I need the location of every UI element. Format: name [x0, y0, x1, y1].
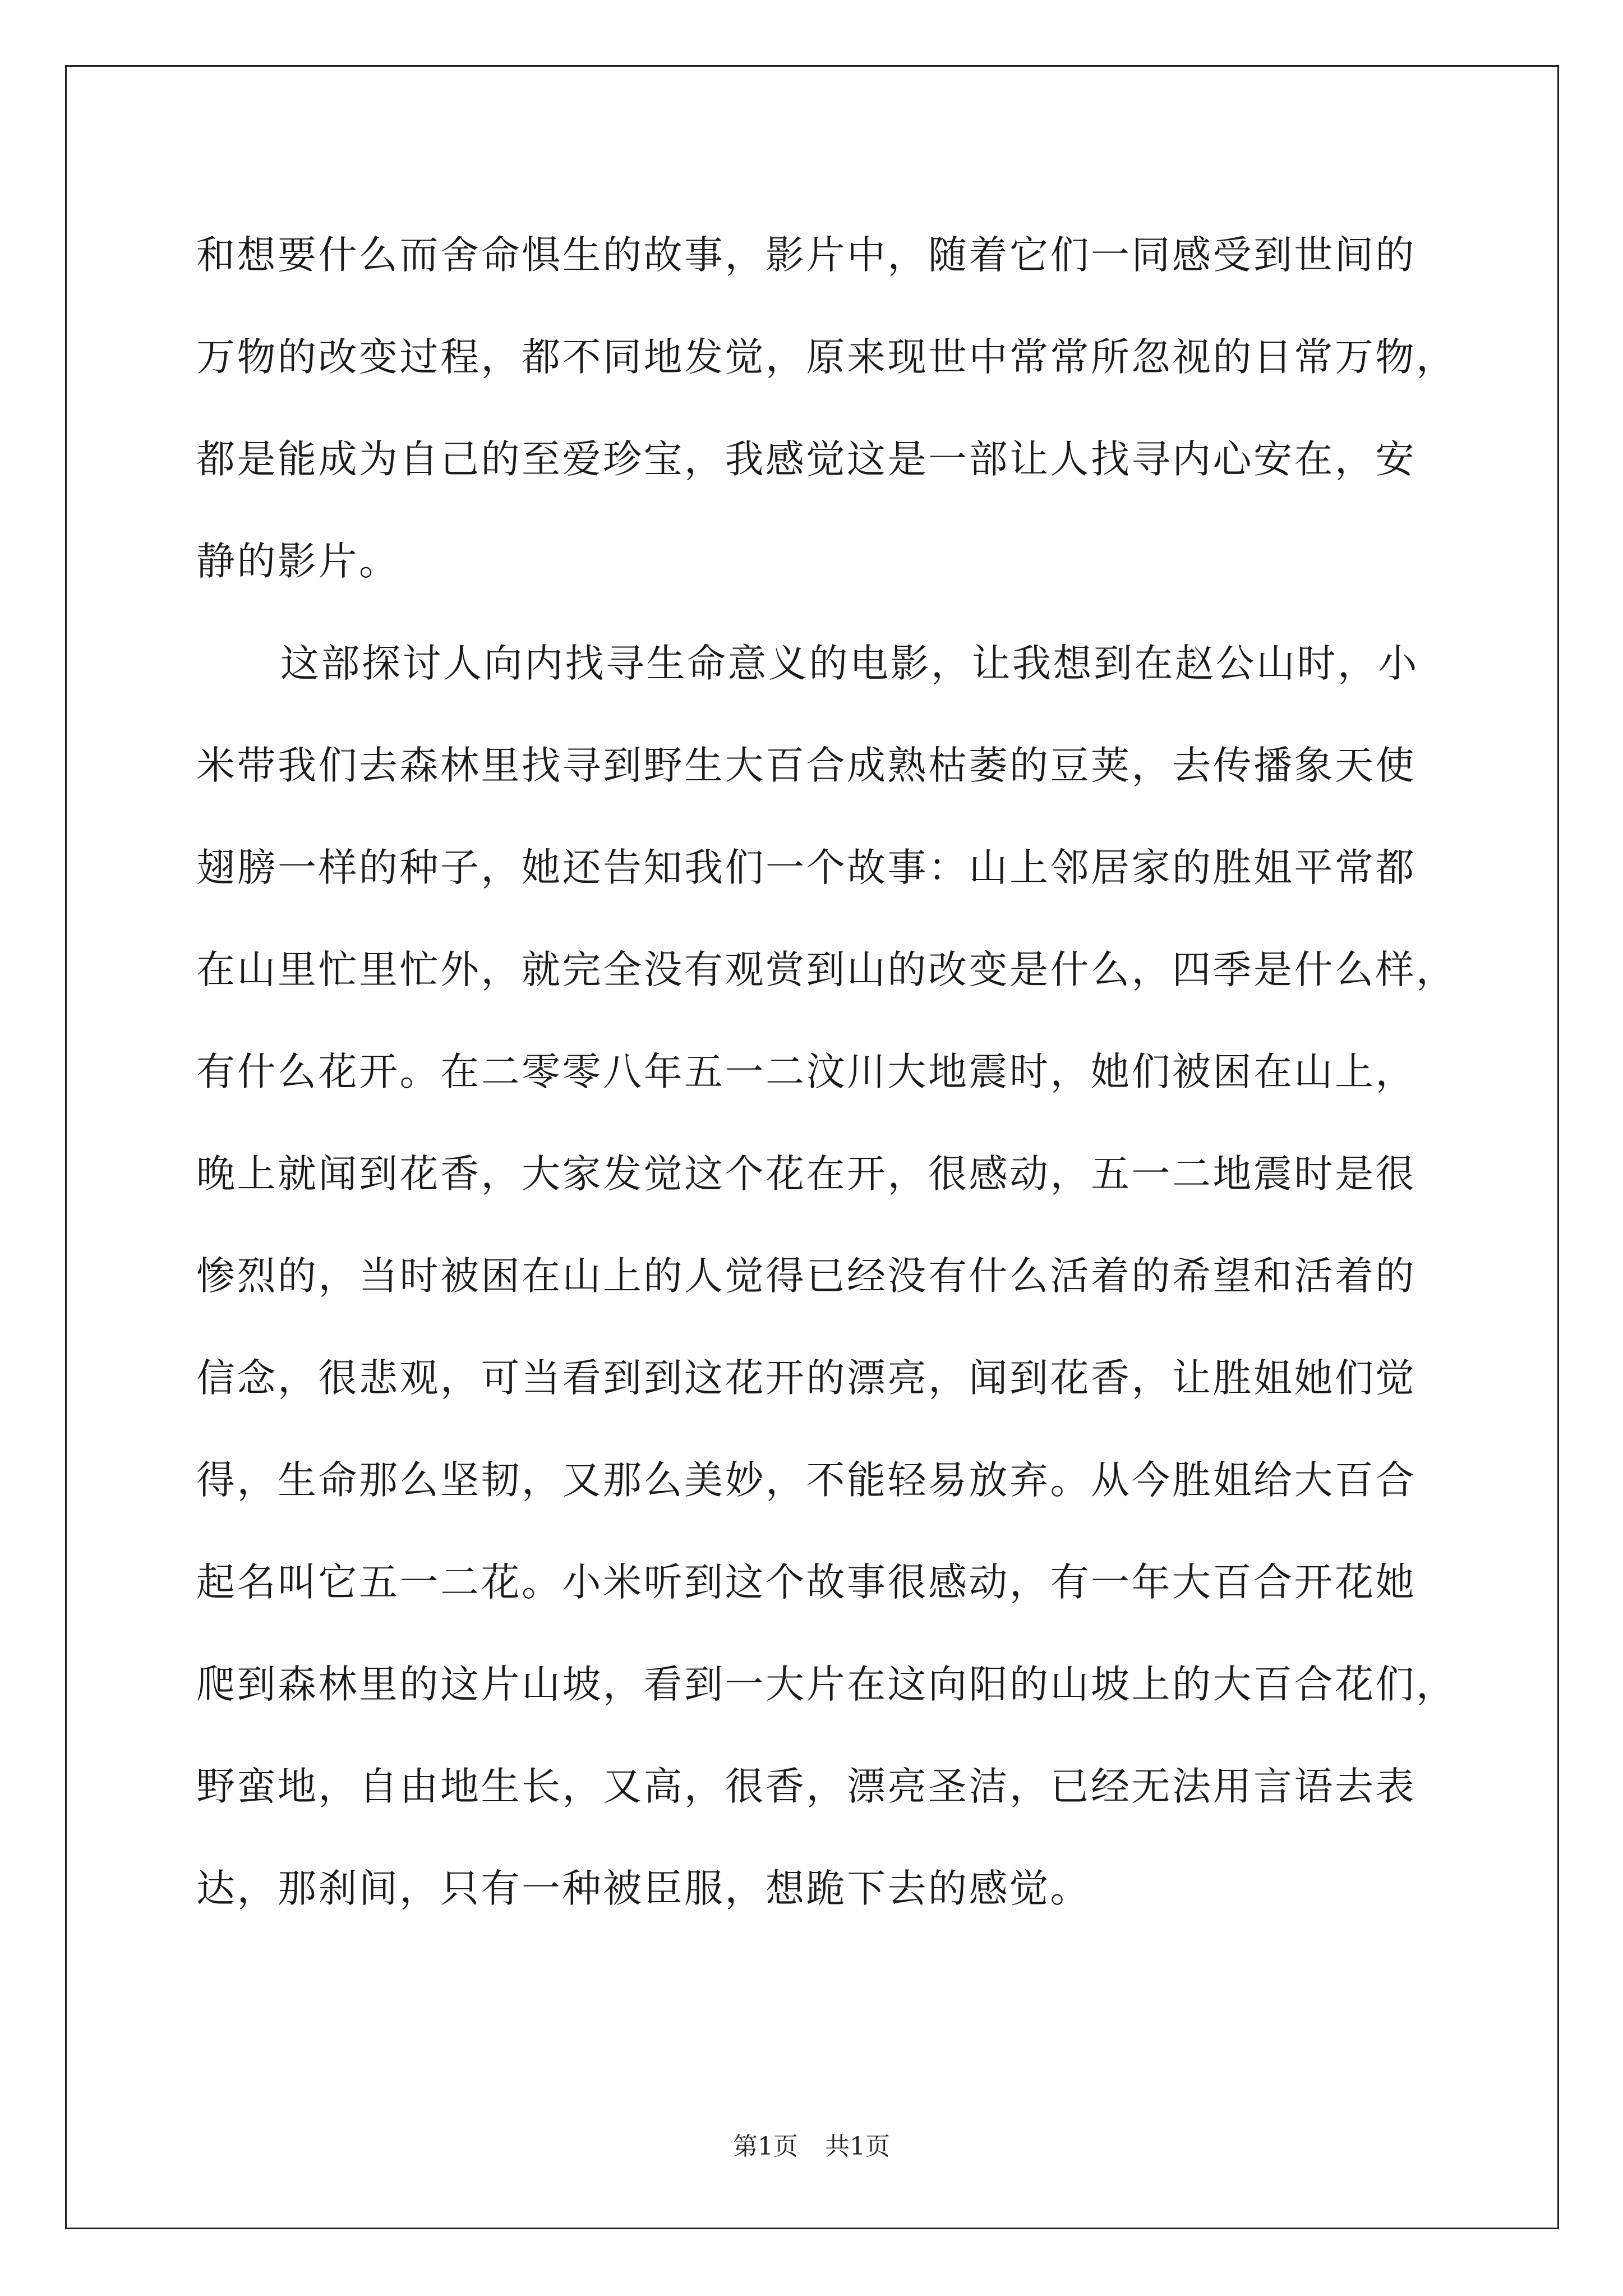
page-footer — [0, 2126, 1623, 2162]
paragraph-first-line: 这部探讨人向内找寻生命意义的电影，让我想到在赵公山时，小 — [280, 641, 1419, 686]
text-line: 达，那刹间，只有一种被臣服，想跪下去的感觉。 — [196, 1866, 1091, 1911]
text-line: 有什么花开。在二零零八年五一二汶川大地震时，她们被困在山上， — [196, 1050, 1416, 1094]
text-line: 晚上就闻到花香，大家发觉这个花在开，很感动，五一二地震时是很 — [196, 1152, 1416, 1197]
text-line: 得，生命那么坚韧，又那么美妙，不能轻易放弃。从今胜姐给大百合 — [196, 1458, 1416, 1503]
text-line: 在山里忙里忙外，就完全没有观赏到山的改变是什么，四季是什么样， — [196, 947, 1457, 992]
text-line: 翅膀一样的种子，她还告知我们一个故事：山上邻居家的胜姐平常都 — [196, 845, 1416, 890]
page-count: 共1页 — [825, 2132, 890, 2161]
text-line: 爬到森林里的这片山坡，看到一大片在这向阳的山坡上的大百合花们， — [196, 1662, 1457, 1707]
document-body — [196, 222, 1457, 1957]
text-line: 静的影片。 — [196, 539, 400, 584]
text-line: 万物的改变过程，都不同地发觉，原来现世中常常所忽视的日常万物， — [196, 335, 1457, 380]
page-number: 第1页 — [733, 2132, 798, 2161]
text-line: 野蛮地，自由地生长，又高，很香，漂亮圣洁，已经无法用言语去表 — [196, 1764, 1416, 1809]
text-line: 和想要什么而舍命惧生的故事，影片中，随着它们一同感受到世间的 — [196, 233, 1416, 278]
text-line: 惨烈的，当时被困在山上的人觉得已经没有什么活着的希望和活着的 — [196, 1254, 1416, 1299]
text-line: 起名叫它五一二花。小米听到这个故事很感动，有一年大百合开花她 — [196, 1560, 1416, 1605]
text-line: 信念，很悲观，可当看到到这花开的漂亮，闻到花香，让胜姐她们觉 — [196, 1356, 1416, 1401]
text-line: 都是能成为自己的至爱珍宝，我感觉这是一部让人找寻内心安在，安 — [196, 437, 1416, 482]
text-line: 米带我们去森林里找寻到野生大百合成熟枯萎的豆荚，去传播象天使 — [196, 743, 1416, 788]
